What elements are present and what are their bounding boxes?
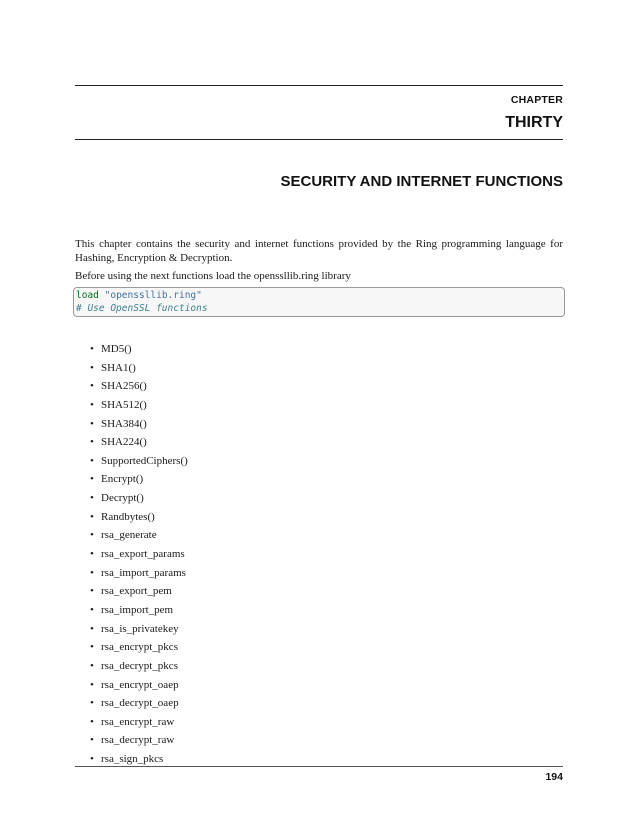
before-code-paragraph: Before using the next functions load the openssllib.ring library [75, 270, 351, 282]
list-item [90, 545, 188, 564]
list-item [90, 396, 188, 415]
bullet-icon: • [90, 566, 94, 579]
code-comment: # Use OpenSSL functions [76, 302, 208, 314]
list-item [90, 582, 188, 601]
list-item [90, 415, 188, 434]
bullet-icon: • [90, 753, 94, 766]
function-name: rsa_encrypt_oaep [101, 678, 179, 691]
function-name: Randbytes() [101, 510, 155, 523]
function-name: rsa_encrypt_pkcs [101, 641, 178, 654]
list-item [90, 676, 188, 695]
bullet-icon: • [90, 473, 94, 486]
function-name: SHA512() [101, 398, 147, 411]
chapter-number: THIRTY [505, 114, 563, 131]
bullet-icon: • [90, 343, 94, 355]
bullet-icon: • [90, 585, 94, 598]
function-name: rsa_decrypt_oaep [101, 697, 179, 710]
list-item [90, 526, 188, 545]
list-item [90, 694, 188, 713]
bullet-icon: • [90, 641, 94, 654]
list-item [90, 620, 188, 639]
intro-paragraph: This chapter contains the security and internet functions provided by the Ring programming language for Hashing, Encryption & Decryption. [75, 238, 563, 264]
bullet-icon: • [90, 659, 94, 672]
bullet-icon: • [90, 417, 94, 430]
function-name: rsa_import_pem [101, 603, 174, 616]
list-item [90, 340, 188, 359]
bullet-icon: • [90, 622, 94, 635]
bullet-icon: • [90, 678, 94, 691]
list-item [90, 508, 188, 527]
list-item [90, 470, 188, 489]
function-name: SHA224() [101, 436, 147, 449]
bullet-icon: • [90, 361, 94, 374]
function-list [90, 340, 188, 769]
function-name: rsa_export_params [101, 548, 185, 561]
list-item [90, 433, 188, 452]
function-name: rsa_encrypt_raw [101, 715, 175, 728]
bullet-icon: • [90, 734, 94, 747]
function-name: rsa_is_privatekey [101, 622, 179, 635]
list-item [90, 731, 188, 750]
function-name: rsa_import_params [101, 566, 186, 579]
list-item [90, 489, 188, 508]
function-name: rsa_generate [101, 529, 157, 542]
bullet-icon: • [90, 548, 94, 561]
function-name: SupportedCiphers() [101, 454, 188, 467]
function-name: rsa_decrypt_raw [101, 734, 175, 747]
bullet-icon: • [90, 715, 94, 728]
page-number: 194 [545, 771, 563, 783]
list-item [90, 452, 188, 471]
header-top-rule [75, 85, 563, 86]
header-bottom-rule [75, 139, 563, 140]
code-block [73, 287, 565, 317]
function-name: Decrypt() [101, 492, 144, 505]
function-name: MD5() [101, 343, 132, 355]
bullet-icon: • [90, 380, 94, 393]
list-item [90, 601, 188, 620]
function-name: SHA256() [101, 380, 147, 393]
code-line-load [76, 290, 564, 303]
bullet-icon: • [90, 454, 94, 467]
footer-rule [75, 766, 563, 767]
function-name: rsa_decrypt_pkcs [101, 659, 178, 672]
bullet-icon: • [90, 603, 94, 616]
function-name: SHA384() [101, 417, 147, 430]
list-item [90, 564, 188, 583]
list-item [90, 713, 188, 732]
bullet-icon: • [90, 492, 94, 505]
list-item [90, 657, 188, 676]
code-string: "openssllib.ring" [104, 290, 202, 301]
function-name: Encrypt() [101, 473, 144, 486]
section-title: SECURITY AND INTERNET FUNCTIONS [280, 173, 563, 190]
list-item [90, 359, 188, 378]
bullet-icon: • [90, 510, 94, 523]
bullet-icon: • [90, 697, 94, 710]
bullet-icon: • [90, 436, 94, 449]
bullet-icon: • [90, 529, 94, 542]
code-keyword: load [76, 290, 99, 301]
chapter-label: CHAPTER [510, 94, 563, 106]
function-name: rsa_export_pem [101, 585, 172, 598]
function-name: SHA1() [101, 361, 136, 374]
list-item [90, 638, 188, 657]
bullet-icon: • [90, 398, 94, 411]
function-name: rsa_sign_pkcs [101, 753, 164, 766]
list-item [90, 377, 188, 396]
